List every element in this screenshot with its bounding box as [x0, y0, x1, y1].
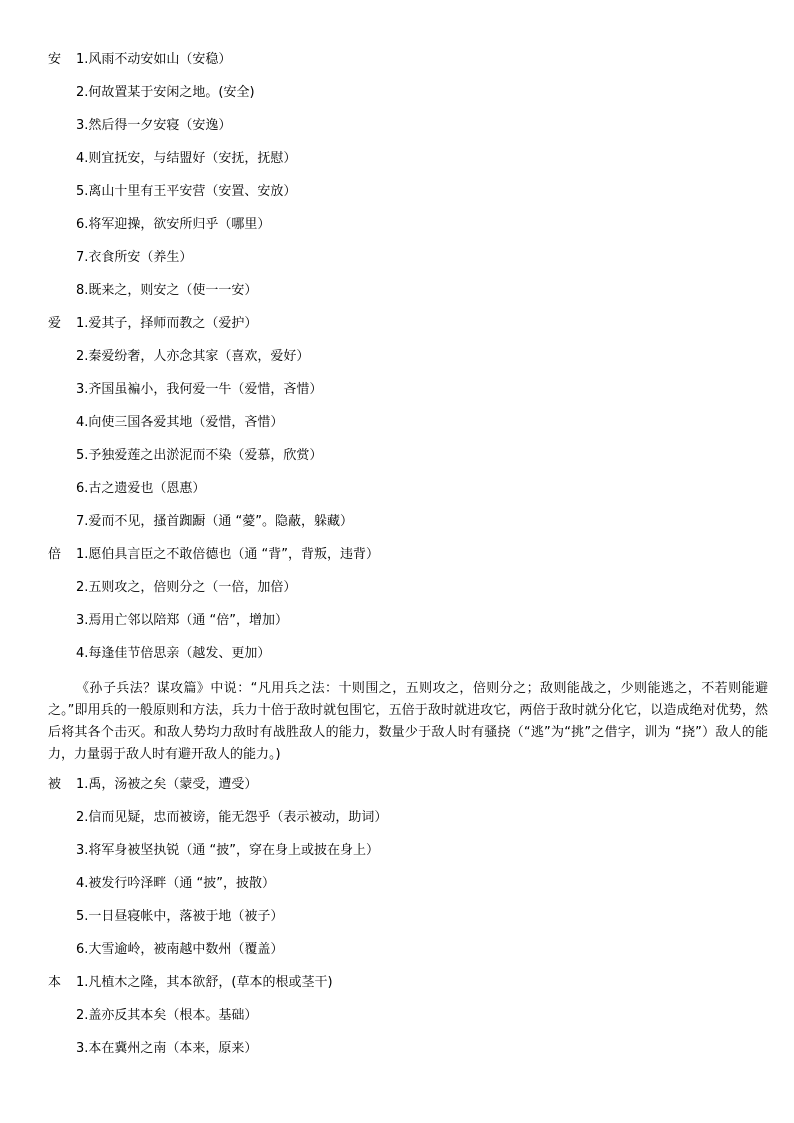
entry-bei: [48, 544, 768, 676]
entry-line: [48, 49, 768, 82]
definition-text: 1.禹，汤被之矣（蒙受，遭受）: [76, 777, 258, 792]
definition-text: 1.愿伯具言臣之不敢倍德也（通 “背”，背叛，违背）: [76, 547, 380, 562]
entry-line: 3.本在冀州之南（本来，原来）: [76, 1041, 258, 1056]
entry-head: 倍: [48, 547, 62, 562]
entry-line: 4.被发行吟泽畔（通 “披”，披散）: [76, 876, 276, 891]
entry-line: 4.每逢佳节倍思亲（越发、更加）: [76, 646, 271, 661]
entry-line: 5.予独爱莲之出淤泥而不染（爱慕，欣赏）: [76, 448, 323, 463]
entry-line: 5.一日昼寝帐中，落被于地（被子）: [76, 909, 284, 924]
entry-line: [48, 544, 768, 577]
entry-line: [48, 313, 768, 346]
entry-line: [48, 972, 768, 1005]
definition-text: 1.风雨不动安如山（安稳）: [76, 52, 232, 67]
entry-line: 2.何故置某于安闲之地。(安全): [76, 85, 255, 100]
entry-line: 4.向使三国各爱其地（爱惜，吝惜）: [76, 415, 284, 430]
definition-text: 1.凡植木之隆，其本欲舒，(草本的根或茎干): [76, 975, 333, 990]
entry-ai: [48, 313, 768, 544]
entry-line: 7.衣食所安（养生）: [76, 250, 193, 265]
entry-bei-passive: [48, 774, 768, 972]
entry-line: 7.爱而不见，搔首踟蹰（通 “薆”。隐蔽，躲藏）: [76, 514, 354, 529]
entry-line: 3.齐国虽褊小，我何爱一牛（爱惜，吝惜）: [76, 382, 323, 397]
entry-head: 安: [48, 52, 62, 67]
document-content: [48, 49, 768, 1071]
entry-line: 6.大雪逾岭，被南越中数州（覆盖）: [76, 942, 284, 957]
definition-text: 1.爱其子，择师而教之（爱护）: [76, 316, 258, 331]
entry-line: 2.信而见疑，忠而被谤，能无怨乎（表示被动，助词）: [76, 810, 388, 825]
entry-line: 5.离山十里有王平安营（安置、安放）: [76, 184, 297, 199]
entry-line: 3.然后得一夕安寝（安逸）: [76, 118, 232, 133]
entry-line: 6.将军迎操，欲安所归乎（哪里）: [76, 217, 271, 232]
entry-line: 4.则宜抚安，与结盟好（安抚，抚慰）: [76, 151, 297, 166]
entry-line: 6.古之遗爱也（恩惠）: [76, 481, 206, 496]
entry-line: 8.既来之，则安之（使一一安）: [76, 283, 258, 298]
entry-ben: [48, 972, 768, 1071]
explanatory-paragraph: 《孙子兵法？谋攻篇》中说：“凡用兵之法：十则围之，五则攻之，倍则分之；敌则能战之，少则能逃之，不若则能避之。”即用兵的一般原则和方法，兵力十倍于敌时就包围它，五倍于敌时就进攻它，两倍于敌时就分化它，以造成绝对优势，然后将其各个击灭。和敌人势均力敌时有战胜敌人的能力，数量少于敌人时有骚挠（“逃”为“挑”之借字，训为 “挠”）敌人的能力，力量弱于敌人时有避开敌人的能力。): [48, 681, 768, 762]
entry-line: 3.焉用亡邻以陪郑（通 “倍”，增加）: [76, 613, 289, 628]
entry-line: 2.五则攻之，倍则分之（一倍，加倍）: [76, 580, 297, 595]
entry-head: 被: [48, 777, 62, 792]
entry-line: 2.秦爱纷奢，人亦念其家（喜欢，爱好）: [76, 349, 310, 364]
entry-head: 爱: [48, 316, 62, 331]
entry-line: 2.盖亦反其本矣（根本。基础）: [76, 1008, 258, 1023]
entry-line: [48, 774, 768, 807]
entry-an: [48, 49, 768, 313]
entry-head: 本: [48, 975, 62, 990]
entry-line: 3.将军身被坚执锐（通 “披”，穿在身上或披在身上）: [76, 843, 380, 858]
